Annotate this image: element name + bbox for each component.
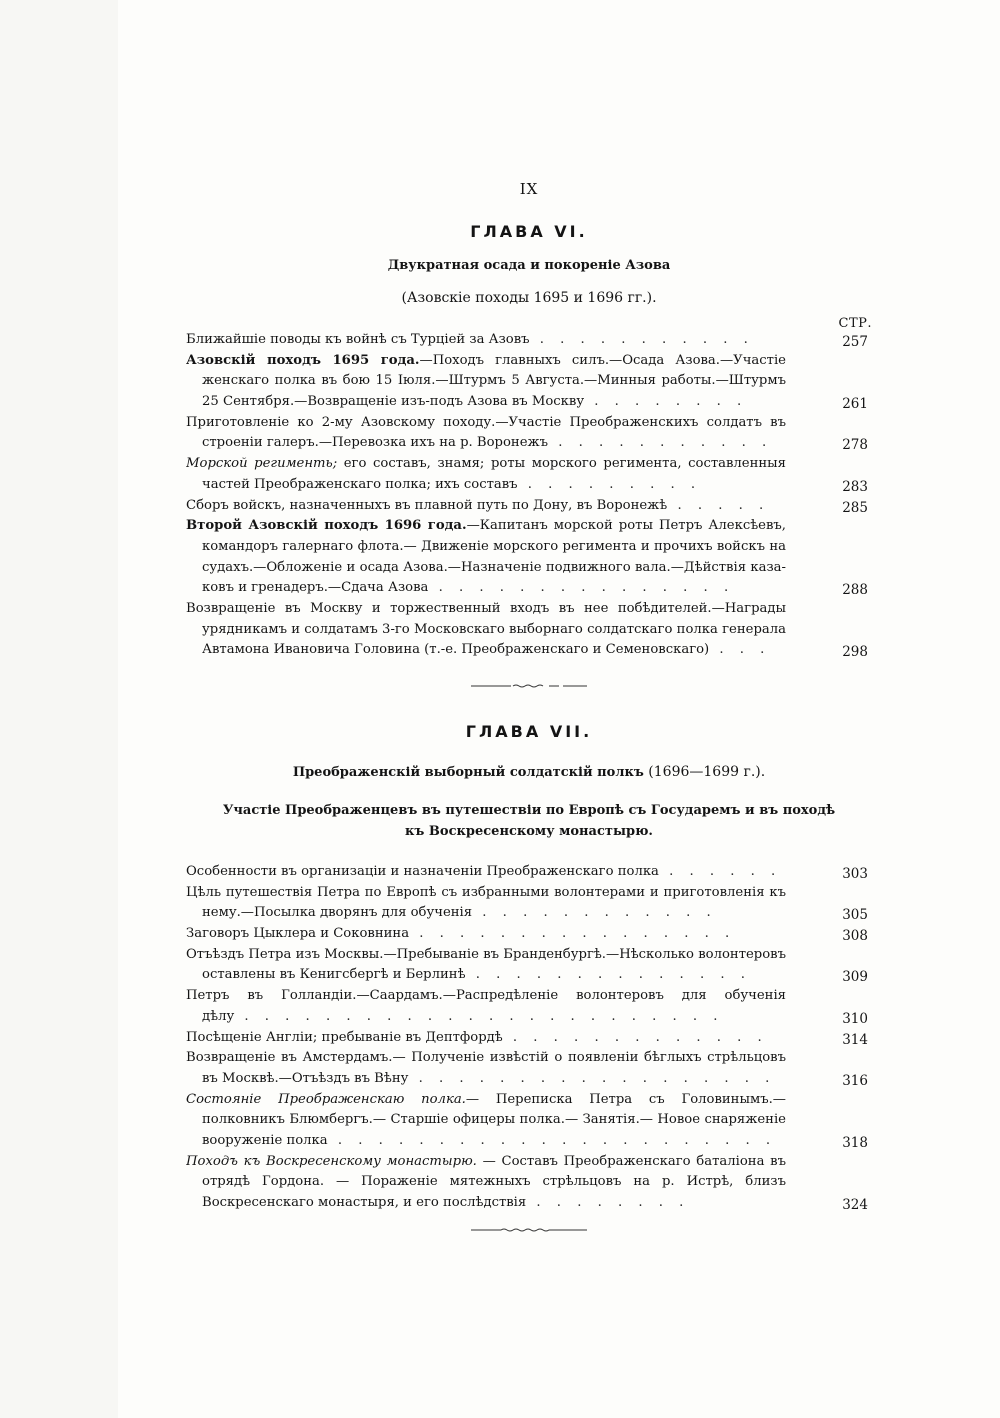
toc-text: судахъ.—Обложеніе и осада Азова.—Назначеніе подвижного вала.—Дѣйствія каза- <box>202 559 786 575</box>
toc-entry <box>186 986 872 1027</box>
chapter7-section-heading <box>186 800 872 842</box>
toc-text: въ Москвѣ.—Отъѣздъ въ Вѣну <box>202 1070 409 1086</box>
toc-text: отрядѣ Гордона. — Пораженіе мятежныхъ стрѣльцовъ на р. Истрѣ, близъ <box>202 1174 786 1190</box>
toc-entry-line <box>186 903 872 924</box>
toc-page-number: 314 <box>842 1031 868 1048</box>
toc-entry-line <box>186 1193 872 1214</box>
page-shadow <box>0 0 118 1418</box>
section-heading-line2: къ Воскресенскому монастырю. <box>405 824 653 839</box>
toc-text: Возвращеніе въ Амстердамъ.— Полученіе извѣстій о появленіи бѣглыхъ стрѣльцовъ <box>186 1050 786 1066</box>
toc-entry-line <box>186 578 872 599</box>
toc-text: Ближайшіе поводы къ войнѣ съ Турціей за Азовъ <box>186 332 530 347</box>
toc-text: Азовскій походъ 1695 года. <box>186 352 420 368</box>
toc-text: Петръ въ Голландіи.—Саардамъ.—Распредѣленіе волонтеровъ для обученія <box>186 988 786 1004</box>
toc-entry-line <box>186 351 872 372</box>
toc-text: Состояніе Преображенскаю полка. <box>186 1091 466 1107</box>
toc-entry-line <box>186 558 872 579</box>
toc-page-number: 303 <box>842 866 868 882</box>
toc-text: Посѣщеніе Англіи; пребываніе въ Дептфордѣ <box>186 1029 503 1045</box>
toc-text: Воскресенскаго монастыря, и его послѣдствія <box>202 1195 527 1210</box>
toc-entry <box>186 1048 872 1089</box>
toc-entry <box>186 496 872 517</box>
page-column-label: СТР. <box>838 316 872 331</box>
toc-entry <box>186 1152 872 1214</box>
toc-page-number: 288 <box>842 582 868 599</box>
toc-text: Морской регименть; <box>186 456 338 472</box>
toc-text: частей Преображенскаго полка; ихъ составъ <box>202 476 518 492</box>
leader-dots: . . . . . . . . . . . . . <box>502 1029 768 1045</box>
leader-dots: . . . . . . . . <box>526 1195 690 1210</box>
toc-page-number: 318 <box>842 1134 868 1151</box>
toc-page-number: 305 <box>842 907 868 924</box>
leader-dots: . . . . . . . . . . . <box>529 332 754 347</box>
toc-text: Сборъ войскъ, назначенныхъ въ плавной путь по Дону, въ Воронежѣ <box>186 497 668 513</box>
toc-entry-line <box>186 454 872 475</box>
toc-page-number: 324 <box>842 1197 868 1213</box>
toc-entry-line <box>186 924 872 945</box>
toc-entry <box>186 330 872 351</box>
toc-text: его составъ, знамя; роты морского регимента, составленныя <box>343 456 786 472</box>
toc-entry-line <box>186 1090 872 1111</box>
toc-text: Цѣль путешествія Петра по Европѣ съ избранными волонтерами и приготовленія къ <box>186 884 786 900</box>
toc-page-number: 283 <box>842 478 868 495</box>
toc-text: Второй Азовскій походъ 1696 года. <box>186 518 467 534</box>
leader-dots: . . . . . . . . . <box>517 476 702 492</box>
separator-ornament-1 <box>471 684 587 688</box>
toc-entry <box>186 454 872 495</box>
toc-entry-line <box>186 945 872 966</box>
toc-entry <box>186 945 872 986</box>
leader-dots: . . . . . . . . . . . . <box>472 905 717 921</box>
leader-dots: . . . . . . . . <box>584 394 748 410</box>
toc-page-number: 298 <box>842 644 868 661</box>
toc-text: Автамона Ивановича Головина (т.-е. Преображенскаго и Семеновскаго) <box>202 642 710 658</box>
page-folio: IX <box>519 180 539 198</box>
toc-page-number: 308 <box>842 928 868 945</box>
leader-dots: . . . . . . . . . . . . . . . . . . <box>408 1070 776 1086</box>
toc-text: Отъѣздъ Петра изъ Москвы.—Пребываніе въ Бранденбургѣ.—Нѣсколько волонтеровъ <box>186 946 786 962</box>
toc-text: — Переписка Петра съ Головинымъ.— <box>465 1091 786 1107</box>
chapter7-contents <box>186 862 872 1214</box>
leader-dots: . . . . . . . . . . . . . . . . . . . . . . <box>327 1132 777 1148</box>
toc-text: нему.—Посылка дворянъ для обученія <box>202 905 473 921</box>
toc-text: 25 Сентября.—Возвращеніе изъ-подъ Азова въ Москву <box>202 394 585 410</box>
toc-text: —Походъ главныхъ силъ.—Осада Азова.—Участіе <box>419 352 786 368</box>
toc-entry <box>186 599 872 661</box>
leader-dots: . . . . . . . . . . . . . . <box>465 967 751 983</box>
chapter7-subtitle <box>186 764 872 780</box>
toc-text: Приготовленіе ко 2-му Азовскому походу.—Участіе Преображенскихъ солдатъ въ <box>186 414 786 430</box>
toc-entry <box>186 1028 872 1049</box>
toc-entry <box>186 413 872 454</box>
toc-page-number: 257 <box>842 334 868 350</box>
toc-page-number: 310 <box>842 1010 868 1027</box>
chapter6-dates: (Азовскіе походы 1695 и 1696 гг.). <box>401 290 657 306</box>
leader-dots: . . . . . <box>667 497 770 513</box>
toc-entry-line <box>186 620 872 641</box>
toc-text: полковникъ Блюмбергъ.— Старшіе офицеры полка.— Занятія.— Новое снаряженіе <box>202 1112 786 1128</box>
toc-text: —Капитанъ морской роты Петръ Алексѣевъ, <box>466 518 786 534</box>
toc-text: вооруженіе полка <box>202 1132 328 1148</box>
separator-ornament-2 <box>471 1228 587 1232</box>
toc-entry-line <box>186 1048 872 1069</box>
chapter7-title: ГЛАВА VII. <box>465 722 593 741</box>
toc-entry-line <box>186 516 872 537</box>
toc-entry-line <box>186 862 872 883</box>
toc-text: дѣлу <box>202 1008 235 1024</box>
toc-page-number: 309 <box>842 969 868 986</box>
toc-entry <box>186 924 872 945</box>
toc-entry <box>186 883 872 924</box>
leader-dots: . . . . . . . . . . . . . . . . . . . . . . . . <box>234 1008 724 1024</box>
leader-dots: . . . . . . . . . . . <box>548 435 773 451</box>
toc-entry <box>186 1090 872 1152</box>
chapter7-subtitle-bold: Преображенскій выборный солдатскій полкъ <box>292 765 644 780</box>
chapter7-subtitle-dates: (1696—1699 г.). <box>643 764 766 780</box>
toc-text: Особенности въ организаціи и назначеніи Преображенскаго полка <box>186 864 659 879</box>
toc-entry-line <box>186 986 872 1007</box>
toc-text: урядникамъ и солдатамъ 3-го Московскаго выборнаго солдатскаго полка генерала <box>202 621 786 637</box>
leader-dots: . . . . . . . . . . . . . . . . <box>409 926 736 942</box>
chapter6-contents <box>186 330 872 661</box>
toc-entry-line <box>186 965 872 986</box>
toc-page-number: 316 <box>842 1072 868 1089</box>
toc-entry-line <box>186 1069 872 1090</box>
toc-text: строеніи галеръ.—Перевозка ихъ на р. Воронежъ <box>202 435 549 451</box>
toc-page-number: 285 <box>842 499 868 516</box>
toc-entry-line <box>186 883 872 904</box>
toc-entry-line <box>186 1007 872 1028</box>
toc-entry-line <box>186 1028 872 1049</box>
toc-text: ковъ и гренадеръ.—Сдача Азова <box>202 580 429 596</box>
toc-entry-line <box>186 599 872 620</box>
toc-entry-line <box>186 413 872 434</box>
toc-entry-line <box>186 371 872 392</box>
toc-entry-line <box>186 1152 872 1173</box>
toc-entry-line <box>186 475 872 496</box>
toc-entry-line <box>186 496 872 517</box>
leader-dots: . . . . . . <box>658 864 782 879</box>
toc-entry <box>186 351 872 413</box>
toc-text: оставлены въ Кенигсбергѣ и Берлинѣ <box>202 967 466 983</box>
chapter6-subtitle: Двукратная осада и покореніе Азова <box>387 258 671 273</box>
toc-entry <box>186 516 872 599</box>
toc-entry <box>186 862 872 883</box>
toc-entry-line <box>186 1172 872 1193</box>
toc-entry-line <box>186 1131 872 1152</box>
toc-entry-line <box>186 433 872 454</box>
toc-entry-line <box>186 330 872 351</box>
section-heading-line1: Участіе Преображенцевъ въ путешествіи по Европѣ съ Государемъ и въ походѣ <box>222 803 836 818</box>
toc-entry-line <box>186 1110 872 1131</box>
chapter6-title: ГЛАВА VI. <box>470 222 588 241</box>
toc-text: Походъ къ Воскресенскому монастырю. <box>186 1153 477 1169</box>
toc-entry-line <box>186 537 872 558</box>
toc-text: женскаго полка въ бою 15 Іюля.—Штурмъ 5 Августа.—Минныя работы.—Штурмъ <box>202 373 786 389</box>
toc-text: Заговоръ Цыклера и Соковнина <box>186 926 410 942</box>
toc-text: — Составъ Преображенскаго баталіона въ <box>476 1153 786 1169</box>
toc-page-number: 278 <box>842 437 868 454</box>
toc-text: Возвращеніе въ Москву и торжественный входъ въ нее побѣдителей.—Награды <box>186 600 786 616</box>
leader-dots: . . . <box>709 642 771 658</box>
toc-entry-line <box>186 392 872 413</box>
toc-entry-line <box>186 640 872 661</box>
toc-text: командоръ галернаго флота.— Движеніе морского регимента и прочихъ войскъ на <box>202 538 786 554</box>
leader-dots: . . . . . . . . . . . . . . . <box>428 580 735 596</box>
toc-page-number: 261 <box>842 396 868 413</box>
